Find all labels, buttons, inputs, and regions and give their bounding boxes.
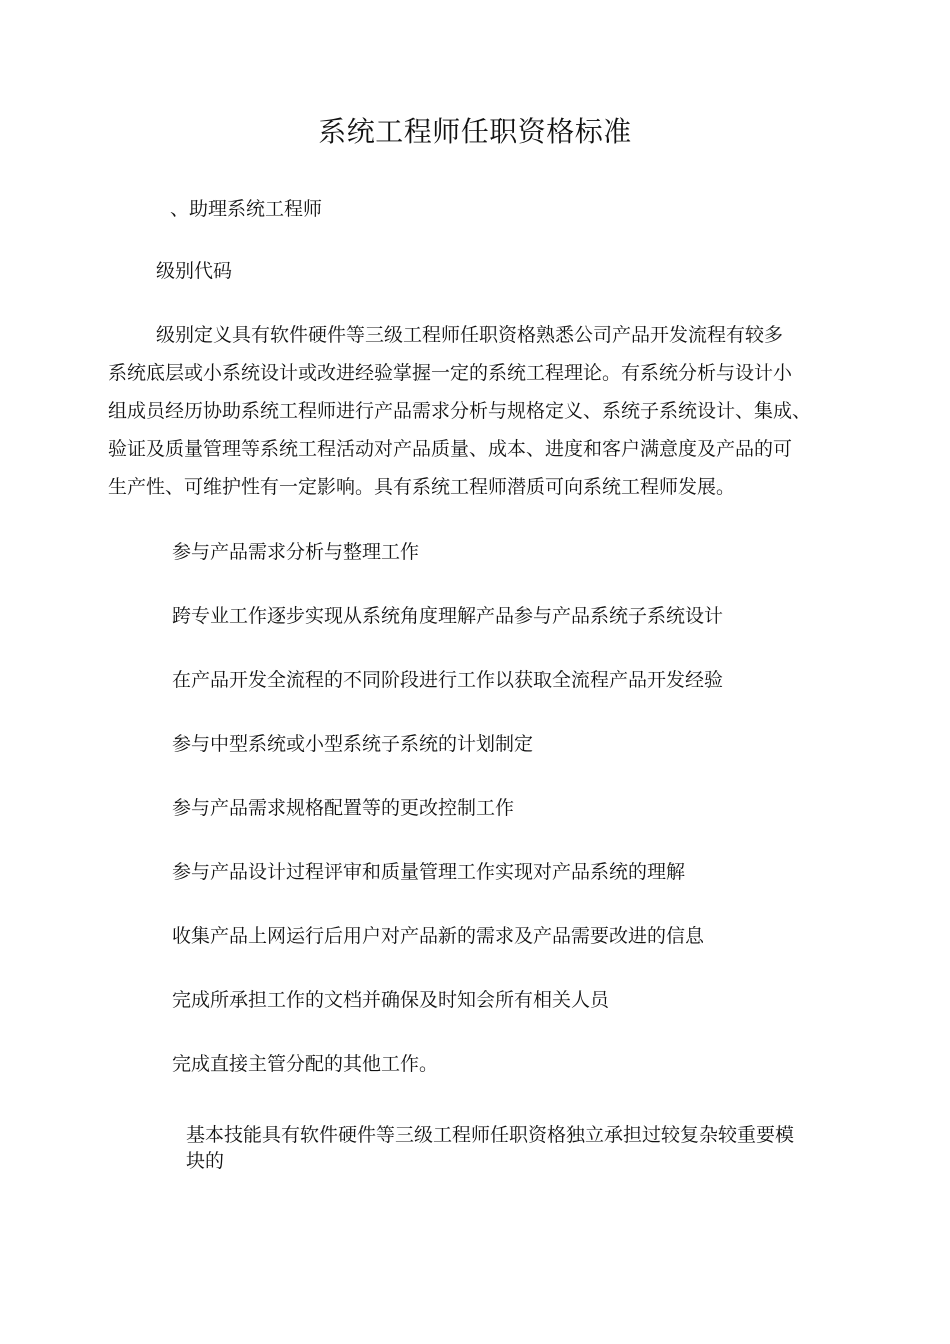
responsibility-item: 参与中型系统或小型系统子系统的计划制定 — [172, 733, 534, 755]
level-definition-line: 级别定义具有软件硬件等三级工程师任职资格熟悉公司产品开发流程有较多 — [156, 324, 784, 346]
responsibility-item: 参与产品设计过程评审和质量管理工作实现对产品系统的理解 — [172, 861, 686, 883]
responsibility-item: 在产品开发全流程的不同阶段进行工作以获取全流程产品开发经验 — [172, 669, 724, 691]
responsibility-item: 跨专业工作逐步实现从系统角度理解产品参与产品系统子系统设计 — [172, 605, 724, 627]
level-definition-line: 系统底层或小系统设计或改进经验掌握一定的系统工程理论。有系统分析与设计小 — [108, 362, 793, 384]
responsibility-item: 收集产品上网运行后用户对产品新的需求及产品需要改进的信息 — [172, 925, 705, 947]
basic-skills-paragraph — [186, 1122, 856, 1174]
responsibility-item: 完成所承担工作的文档并确保及时知会所有相关人员 — [172, 989, 610, 1011]
responsibility-item: 完成直接主管分配的其他工作。 — [172, 1053, 439, 1075]
level-code-label: 级别代码 — [156, 260, 233, 282]
level-definition-line: 组成员经历协助系统工程师进行产品需求分析与规格定义、系统子系统设计、集成、 — [108, 400, 812, 422]
level-definition-line: 验证及质量管理等系统工程活动对产品质量、成本、进度和客户满意度及产品的可 — [108, 438, 793, 460]
responsibility-item: 参与产品需求分析与整理工作 — [172, 541, 420, 563]
basic-skills-line: 块的 — [186, 1150, 225, 1172]
level-definition-paragraph — [108, 316, 868, 506]
responsibility-item: 参与产品需求规格配置等的更改控制工作 — [172, 797, 515, 819]
level-definition-line: 生产性、可维护性有一定影响。具有系统工程师潜质可向系统工程师发展。 — [108, 476, 736, 498]
document-title: 系统工程师任职资格标准 — [318, 115, 632, 148]
basic-skills-line: 基本技能具有软件硬件等三级工程师任职资格独立承担过较复杂较重要模 — [186, 1124, 795, 1146]
section-heading: 、助理系统工程师 — [170, 198, 323, 220]
